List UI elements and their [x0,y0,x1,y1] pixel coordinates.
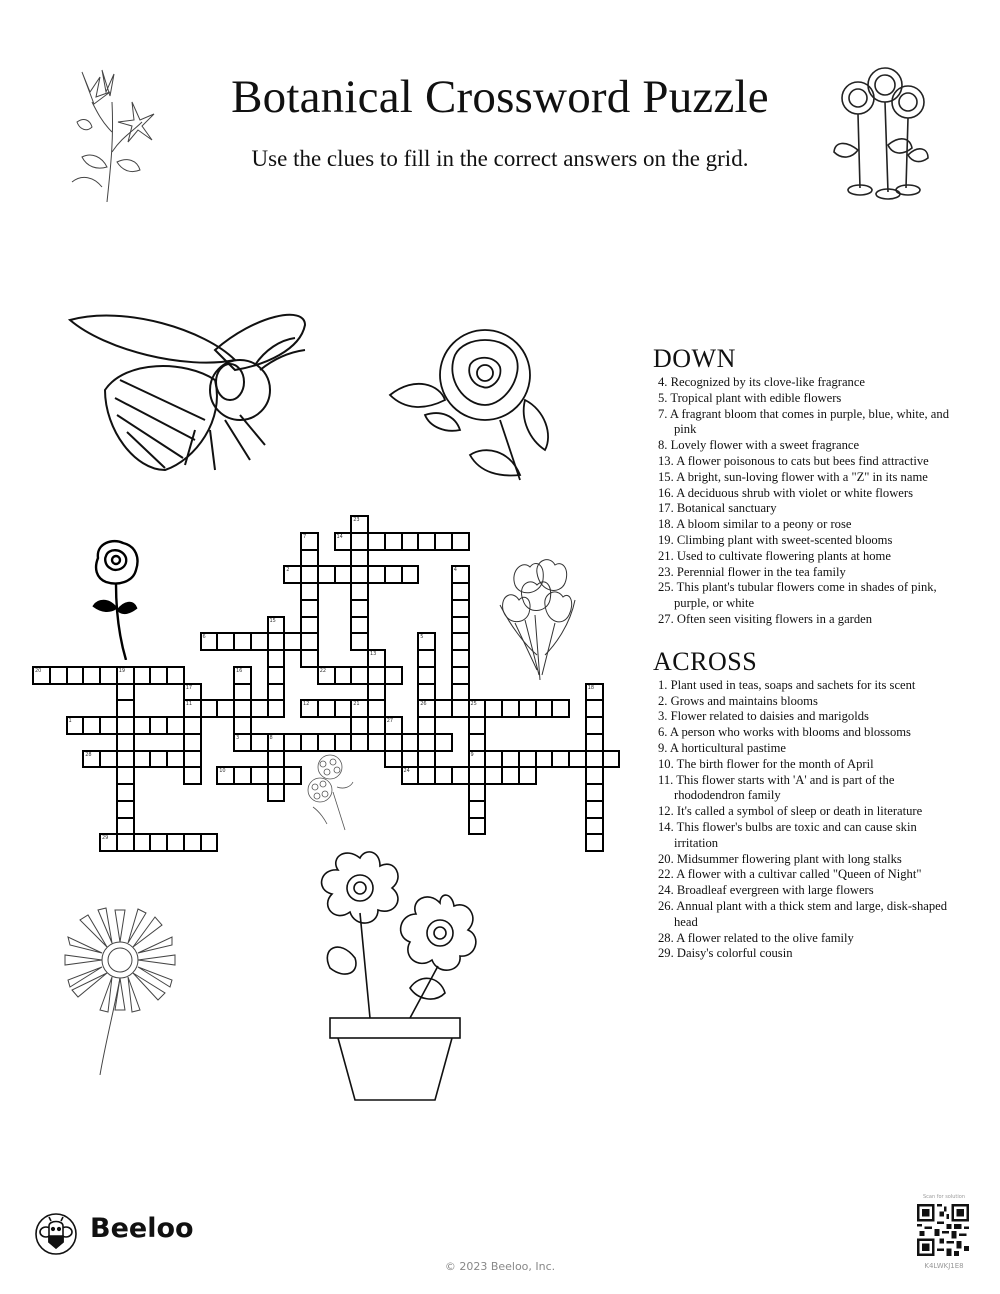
across-heading: ACROSS [653,646,758,676]
grid-cell[interactable] [300,549,319,568]
cell-number: 17 [185,684,193,691]
cell-number: 24 [403,768,410,775]
tulip-bouquet-icon [495,555,585,680]
cell-number: 4 [453,567,457,574]
grid-cell[interactable] [602,750,621,769]
across-clue: 11. This flower starts with 'A' and is part of the rhododendron family [658,772,895,803]
grid-cell[interactable] [267,699,286,718]
across-clue: 26. Annual plant with a thick stem and large, disk-shaped head [658,898,948,929]
cell-number: 19 [118,667,126,674]
grid-cell[interactable] [350,632,369,651]
across-clue: 28. A flower related to the olive family [658,930,854,945]
puzzle-code: K4LWKJ1E8 [924,1262,964,1270]
grid-cell[interactable] [233,683,252,702]
down-clue: 27. Often seen visiting flowers in a garden [658,611,873,626]
down-clue: 4. Recognized by its clove-like fragrance [658,375,866,389]
down-clue: 15. A bright, sun-loving flower with a "Z" in its name [658,469,928,484]
cell-number: 2 [286,567,290,574]
grid-cell[interactable] [367,683,386,702]
cell-number: 27 [386,718,394,724]
grid-cell[interactable] [283,766,302,785]
grid-cell[interactable] [350,716,369,735]
grid-cell[interactable] [468,733,487,752]
down-clue-list [654,375,954,628]
cell-number: 10 [219,768,226,775]
grid-cell[interactable] [384,666,403,685]
grid-cell[interactable] [434,733,453,752]
grid-cell[interactable] [384,750,403,769]
across-clue: 14. This flower's bulbs are toxic and can cause skin irritation [658,819,917,850]
hydrangea-icon [305,752,355,832]
down-clue: 23. Perennial flower in the tea family [658,564,846,579]
copyright: © 2023 Beeloo, Inc. [444,1260,556,1273]
cell-number: 11 [185,701,193,708]
across-clue: 24. Broadleaf evergreen with large flowers [658,883,874,898]
brand-name: Beeloo [90,1213,194,1244]
across-clue: 2. Grows and maintains blooms [658,693,818,708]
across-clue: 6. A person who works with blooms and blossoms [658,725,911,740]
grid-cell[interactable] [267,683,286,702]
across-clue: 12. It's called a symbol of sleep or death in literature [658,804,923,819]
cell-number: 28 [85,751,92,758]
grid-cell[interactable] [267,783,286,802]
page-subtitle: Use the clues to fill in the correct answers on the grid. [251,146,749,171]
grid-cell[interactable] [401,565,420,584]
grid-cell[interactable] [451,532,470,551]
grid-cell[interactable] [384,716,403,735]
cell-number: 23 [353,517,360,523]
clues-panel [654,345,954,962]
across-clue: 9. A horticultural pastime [658,740,787,755]
down-clue: 7. A fragrant bloom that comes in purple, blue, white, and pink [658,406,949,437]
cell-number: 25 [470,701,477,708]
down-clue: 19. Climbing plant with sweet-scented blooms [658,532,893,547]
grid-cell[interactable] [417,683,436,702]
across-clue: 10. The birth flower for the month of April [658,756,874,771]
cell-number: 14 [336,533,343,540]
cell-number: 26 [420,701,427,708]
page-title: Botanical Crossword Puzzle [231,71,769,123]
cell-number: 5 [420,634,424,641]
qr-code-icon[interactable] [917,1204,969,1256]
grid-cell[interactable] [116,733,135,752]
grid-cell[interactable] [183,766,202,785]
cell-number: 13 [370,651,377,657]
down-clue: 25. This plant's tubular flowers come in shades of pink, purple, or white [658,580,937,611]
cell-number: 16 [236,667,243,674]
cell-number: 22 [319,667,327,674]
grid-cell[interactable] [417,750,436,769]
across-clue: 22. A flower with a cultivar called "Queen of Night" [658,867,922,882]
cell-number: 18 [587,684,595,691]
cell-number: 20 [35,667,42,674]
cell-number: 8 [269,734,273,741]
grid-cell[interactable] [551,699,570,718]
down-clue: 5. Tropical plant with edible flowers [658,390,842,405]
potted-flowers-icon [310,848,480,1103]
across-clue: 29. Daisy's colorful cousin [658,946,793,961]
across-clue: 20. Midsummer flowering plant with long stalks [658,851,902,866]
cell-number: 15 [269,617,276,624]
grid-cell[interactable] [116,817,135,836]
grid-cell[interactable] [451,683,470,702]
grid-cell[interactable] [183,733,202,752]
grid-cell[interactable] [417,716,436,735]
cell-number: 3 [236,734,240,741]
grid-cell[interactable] [200,833,219,852]
grid-cell[interactable] [300,649,319,668]
down-clue: 18. A bloom similar to a peony or rose [658,517,852,532]
lily-icon [62,62,162,202]
grid-cell[interactable] [468,817,487,836]
grid-cell[interactable] [585,733,604,752]
beeloo-logo-icon [34,1212,78,1256]
daisy-icon [60,905,180,1075]
down-clue: 13. A flower poisonous to cats but bees find attractive [658,453,929,468]
cell-number: 6 [202,634,206,641]
grid-cell[interactable] [367,649,386,668]
down-clue: 8. Lovely flower with a sweet fragrance [658,438,860,453]
rose-icon [88,538,143,660]
gardenia-icon [385,315,560,485]
across-clue-list [654,678,954,962]
down-heading: DOWN [653,344,736,373]
grid-cell[interactable] [267,616,286,635]
down-clue: 16. A deciduous shrub with violet or white flowers [658,485,913,500]
grid-cell[interactable] [267,750,286,769]
across-clue: 1. Plant used in teas, soaps and sachets for its scent [658,677,916,692]
cell-number: 7 [303,533,307,540]
grid-cell[interactable] [116,699,135,718]
cell-number: 1 [68,718,72,724]
grid-cell[interactable] [300,616,319,635]
grid-cell[interactable] [350,515,369,534]
bee-icon [65,310,310,475]
cell-number: 9 [470,751,474,758]
grid-cell[interactable] [518,766,537,785]
grid-cell[interactable] [350,549,369,568]
grid-cell[interactable] [183,683,202,702]
cell-number: 12 [303,701,310,708]
down-clue: 17. Botanical sanctuary [658,501,777,516]
down-clue: 21. Used to cultivate flowering plants at home [658,548,891,563]
cell-number: 21 [353,701,360,708]
qr-label: Scan for solution [922,1194,965,1200]
across-clue: 3. Flower related to daisies and marigolds [658,709,869,724]
sunflowers-icon [830,60,930,200]
cell-number: 29 [102,835,109,842]
grid-cell[interactable] [233,716,252,735]
grid-cell[interactable] [585,833,604,852]
